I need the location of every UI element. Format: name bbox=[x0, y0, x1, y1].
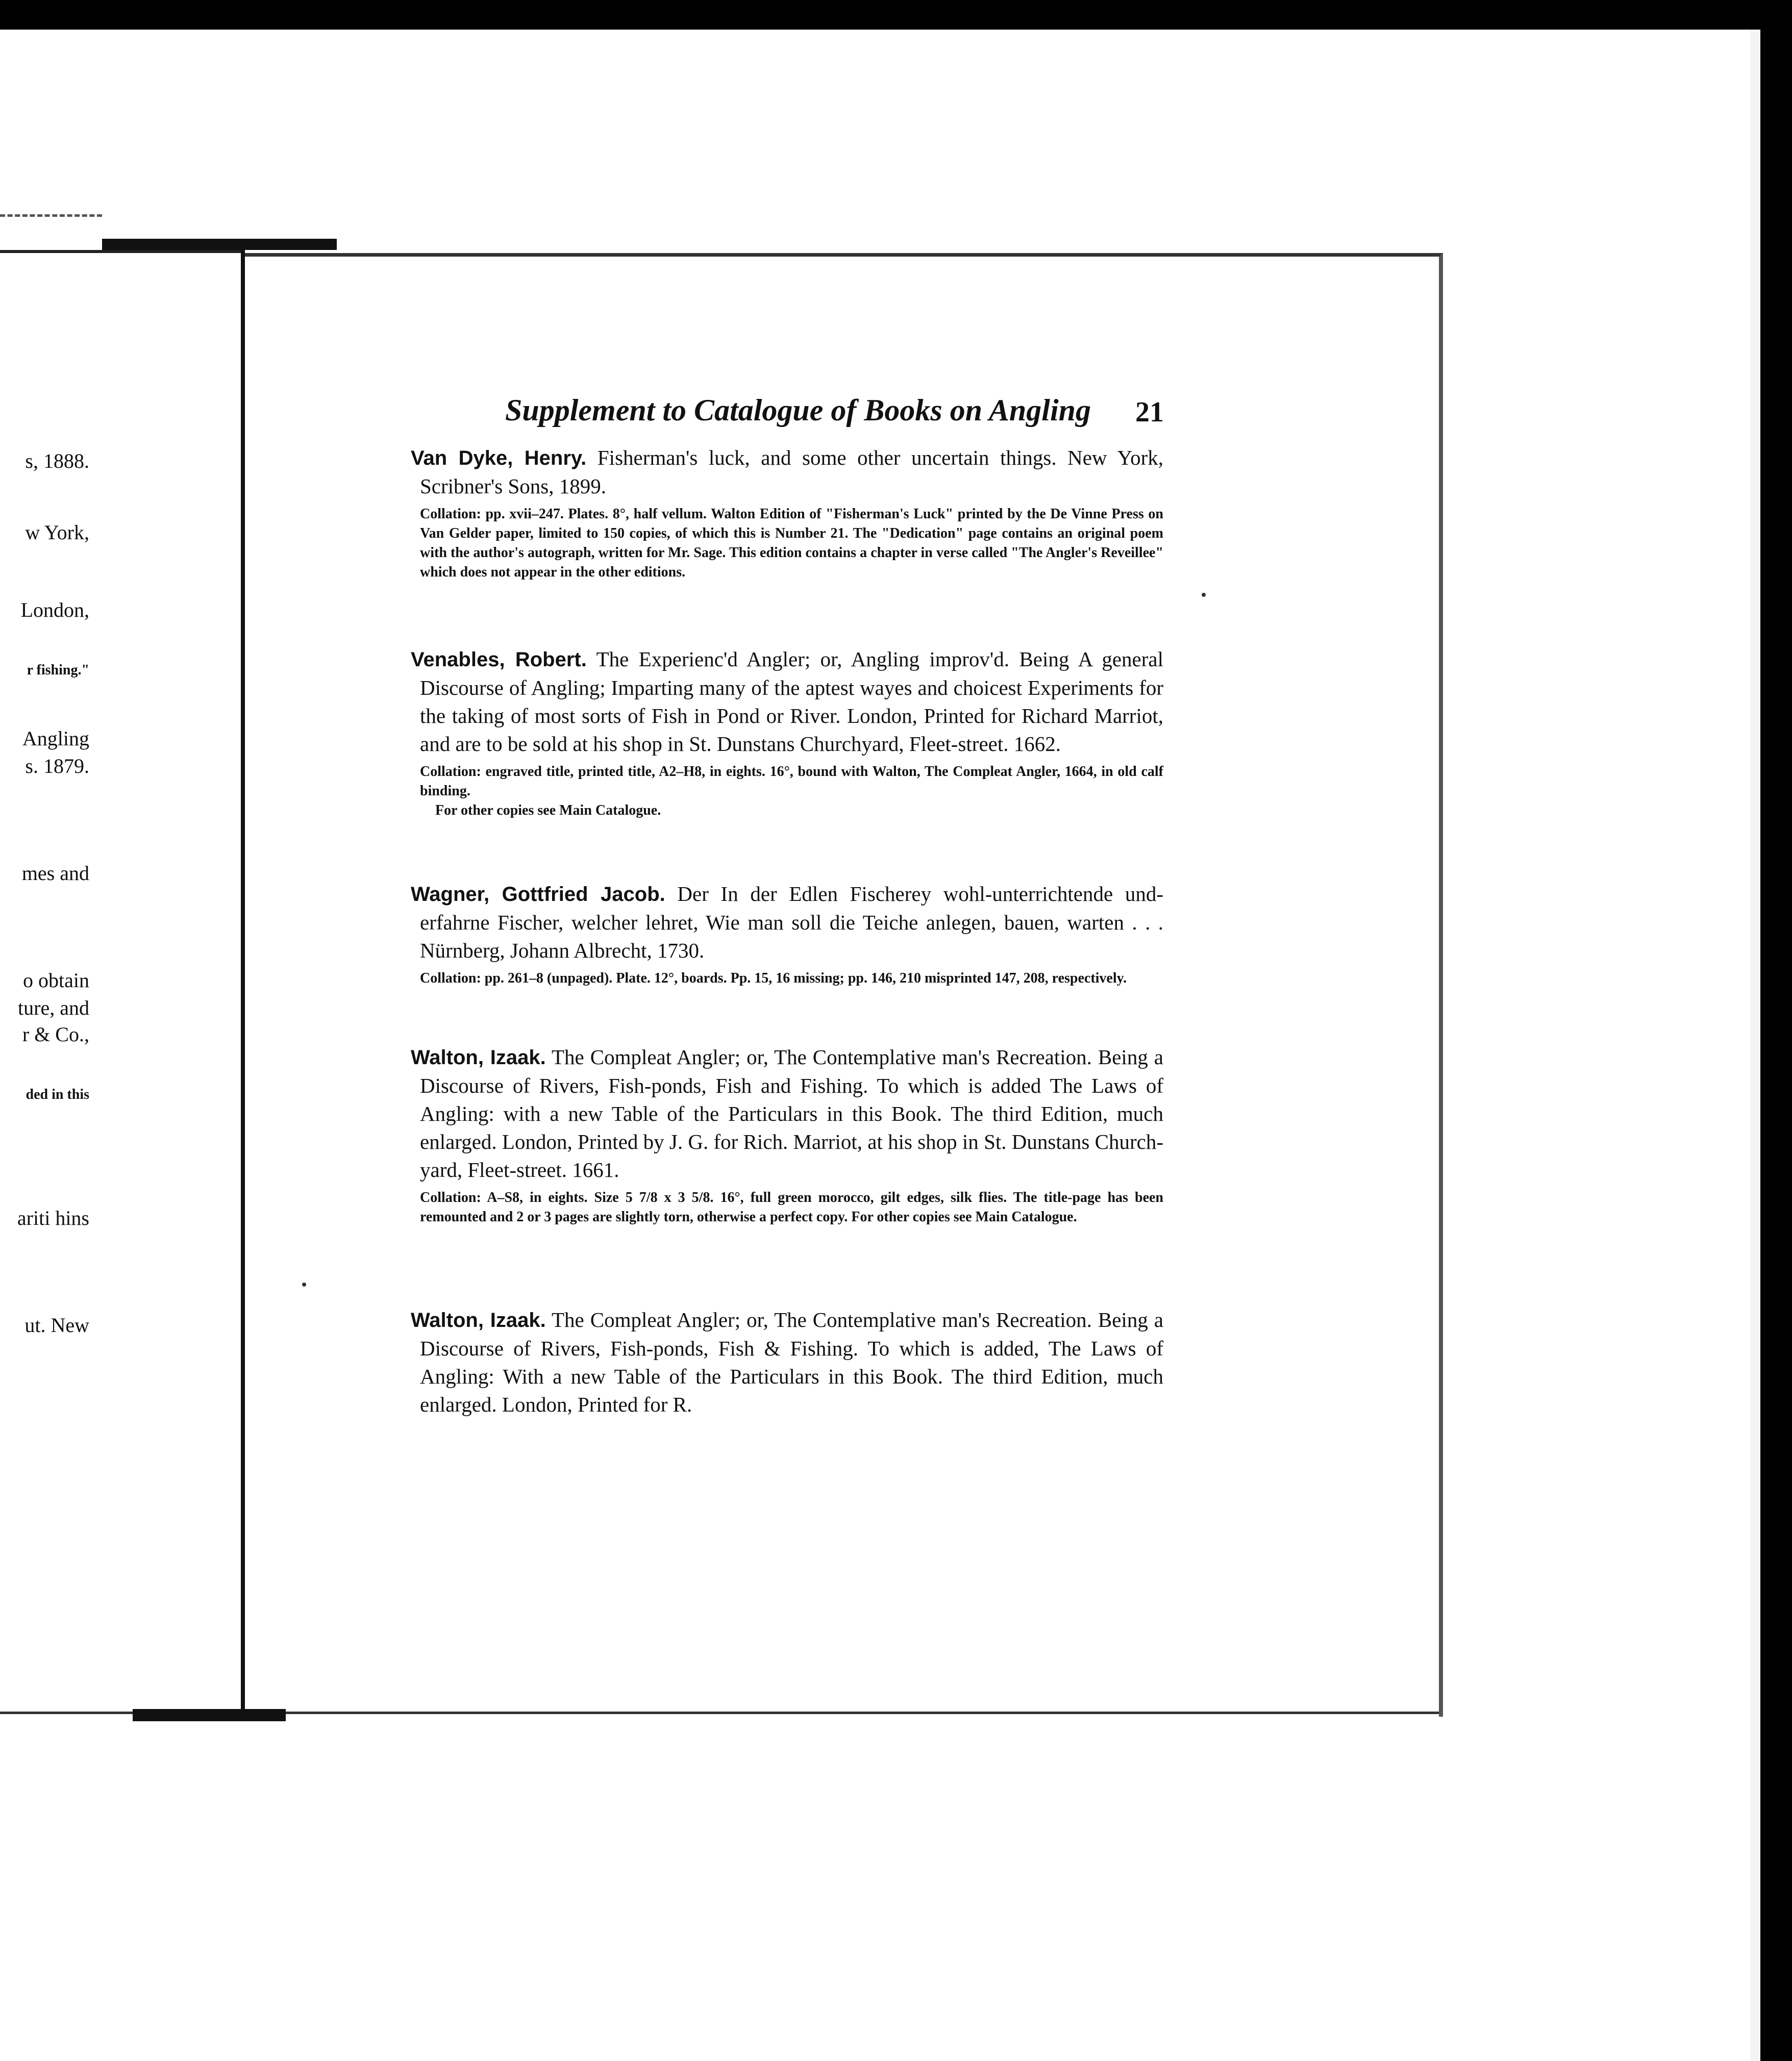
binding-line bbox=[241, 250, 245, 1719]
entry-collation: Collation: engraved title, printed title, A2–H8, in eights. 16°, bound with Walton, The Compleat Angler, 1664, in old calf binding. bbox=[420, 764, 1163, 799]
entry-author: Venables, Robert. bbox=[411, 648, 587, 671]
left-page-fragment: w York, bbox=[25, 521, 89, 544]
entry-collation: Collation: A–S8, in eights. Size 5 7/8 x 3 5/8. 16°, full green morocco, gilt edges, silk flies. The title-page has been remounted and 2 or 3 pages are slightly torn, otherwise a perfect copy. For other copies see Main Catalogue. bbox=[420, 1190, 1163, 1225]
left-page-fragment: mes and bbox=[21, 862, 89, 885]
left-page-fragment: r fishing." bbox=[27, 662, 89, 678]
left-page-fragment: s, 1888. bbox=[25, 449, 89, 472]
page-edge-right bbox=[1750, 30, 1760, 2061]
page-number: 21 bbox=[1135, 396, 1164, 428]
entry-author: Walton, Izaak. bbox=[411, 1046, 546, 1069]
scan-speck bbox=[302, 1283, 306, 1287]
entry-text bbox=[411, 645, 1163, 758]
entry-description: The Compleat Angler; or, The Contemplative man's Recreation. Being a Discourse of Rivers, Fish-ponds, Fish & Fishing. To which is added, The Laws of Angling: With a new Table of the Particulars in this Book. The third Edition, much enlarged. London, Printed for R. bbox=[420, 1308, 1164, 1416]
entry-author: Wagner, Gottfried Jacob. bbox=[411, 883, 665, 906]
scanner-border-top bbox=[0, 0, 1792, 30]
entry-text bbox=[411, 880, 1163, 965]
catalogue-entry bbox=[411, 444, 1163, 582]
left-page-fragment: ut. New bbox=[24, 1314, 89, 1337]
entry-author: Van Dyke, Henry. bbox=[411, 447, 587, 469]
entry-description: Der In der Edlen Fischerey wohl-unterrichtende und-erfahrne Fischer, welcher lehret, Wie man soll die Teiche anlegen, bauen, warten . . . Nürnberg, Johann Albrecht, 1730. bbox=[420, 882, 1163, 962]
catalogue-entry bbox=[411, 1043, 1163, 1227]
entry-other-copies: For other copies see Main Catalogue. bbox=[435, 802, 661, 818]
left-page-fragment: o obtain bbox=[23, 969, 89, 992]
left-page-fragment: r & Co., bbox=[22, 1023, 89, 1046]
entry-text bbox=[411, 444, 1163, 500]
running-head: Supplement to Catalogue of Books on Angling bbox=[505, 393, 1091, 427]
left-page-fragment: Angling bbox=[22, 727, 89, 750]
left-page-fragment: ariti hins bbox=[17, 1207, 89, 1229]
binding-strip-bottom bbox=[133, 1709, 286, 1721]
catalogue-entry bbox=[411, 1306, 1163, 1419]
entry-author: Walton, Izaak. bbox=[411, 1309, 546, 1331]
entry-collation: Collation: pp. xvii–247. Plates. 8°, half vellum. Walton Edition of "Fisherman's Luck" printed by the De Vinne Press on Van Gelder paper, limited to 150 copies, of which this is Number 21. The "Dedication" page contains an original poem with the author's autograph, written for Mr. Sage. This edition contains a chapter in verse called "The Angler's Reveillee" which does not appear in the other editions. bbox=[420, 506, 1163, 580]
catalogue-entry bbox=[411, 880, 1163, 988]
entry-description: The Compleat Angler; or, The Contemplative man's Recreation. Being a Discourse of Rivers, Fish-ponds, Fish and Fishing. To which is added The Laws of Angling: with a new Table of the Particulars in this Book. The third Edition, much enlarged. London, Printed by J. G. for Rich. Marriot, at his shop in St. Dunstans Church-yard, Fleet-street. 1661. bbox=[420, 1045, 1164, 1182]
left-page-fragment: s. 1879. bbox=[25, 755, 89, 777]
left-page-fragment: London, bbox=[20, 598, 89, 621]
binding-strip-top bbox=[102, 239, 337, 250]
entry-collation: Collation: pp. 261–8 (unpaged). Plate. 12°, boards. Pp. 15, 16 missing; pp. 146, 210 misprinted 147, 208, respectively. bbox=[420, 970, 1127, 986]
catalogue-entry bbox=[411, 645, 1163, 820]
left-page-fragment: ded in this bbox=[26, 1087, 89, 1102]
left-page-tab bbox=[0, 214, 102, 253]
entry-text bbox=[411, 1306, 1163, 1419]
scan-speck bbox=[1202, 593, 1206, 597]
entry-text bbox=[411, 1043, 1163, 1184]
entry-description: The Experienc'd Angler; or, Angling improv'd. Being A general Discourse of Angling; Imparting many of the aptest wayes and choicest Experiments for the taking of most sorts of Fish in Pond or River. London, Printed for Richard Marriot, and are to be sold at his shop in St. Dunstans Churchyard, Fleet-street. 1662. bbox=[420, 647, 1163, 756]
entry-description: Fisherman's luck, and some other uncertain things. New York, Scribner's Sons, 1899. bbox=[420, 446, 1164, 498]
left-page-fragment: ture, and bbox=[18, 996, 89, 1019]
